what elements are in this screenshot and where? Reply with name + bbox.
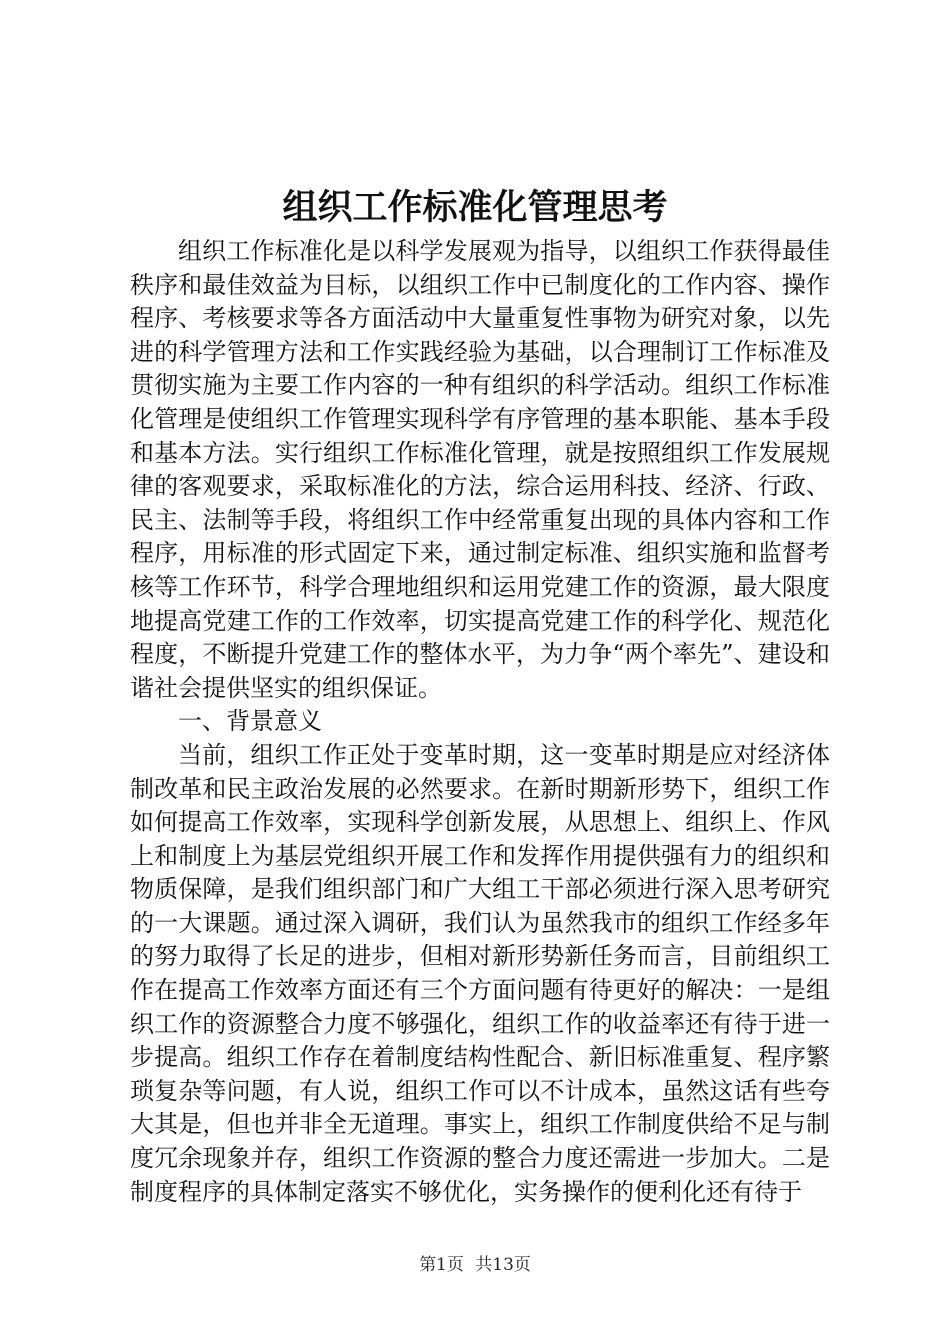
document-body xyxy=(130,235,830,1209)
intro-paragraph: 组织工作标准化是以科学发展观为指导，以组织工作获得最佳秩序和最佳效益为目标，以组织工作中已制度化的工作内容、操作程序、考核要求等各方面活动中大量重复性事物为研究对象，以先进的科学管理方法和工作实践经验为基础，以合理制订工作标准及贯彻实施为主要工作内容的一种有组织的科学活动。组织工作标准化管理是使组织工作管理实现科学有序管理的基本职能、基本手段和基本方法。实行组织工作标准化管理，就是按照组织工作发展规律的客观要求，采取标准化的方法，综合运用科技、经济、行政、民主、法制等手段，将组织工作中经常重复出现的具体内容和工作程序，用标准的形式固定下来，通过制定标准、组织实施和监督考核等工作环节，科学合理地组织和运用党建工作的资源，最大限度地提高党建工作的工作效率，切实提高党建工作的科学化、规范化程度，不断提升党建工作的整体水平，为力争“两个率先”、建设和谐社会提供坚实的组织保证。 xyxy=(130,237,830,702)
page-footer xyxy=(0,1253,950,1277)
document-title: 组织工作标准化管理思考 xyxy=(282,187,668,228)
page-total: 共13页 xyxy=(475,1255,531,1275)
section-heading: 一、背景意义 xyxy=(178,707,322,736)
page-number: 第1页 xyxy=(419,1255,464,1275)
background-paragraph: 当前，组织工作正处于变革时期，这一变革时期是应对经济体制改革和民主政治发展的必然要求。在新时期新形势下，组织工作如何提高工作效率，实现科学创新发展，从思想上、组织上、作风上和制度上为基层党组织开展工作和发挥作用提供强有力的组织和物质保障，是我们组织部门和广大组工干部必须进行深入思考研究的一大课题。通过深入调研，我们认为虽然我市的组织工作经多年的努力取得了长足的进步，但相对新形势新任务而言，目前组织工作在提高工作效率方面还有三个方面问题有待更好的解决：一是组织工作的资源整合力度不够强化，组织工作的收益率还有待于进一步提高。组织工作存在着制度结构性配合、新旧标准重复、程序繁琐复杂等问题，有人说，组织工作可以不计成本，虽然这话有些夸大其是，但也并非全无道理。事实上，组织工作制度供给不足与制度冗余现象并存，组织工作资源的整合力度还需进一步加大。二是制度程序的具体制定落实不够优化，实务操作的便利化还有待于 xyxy=(130,740,830,1206)
